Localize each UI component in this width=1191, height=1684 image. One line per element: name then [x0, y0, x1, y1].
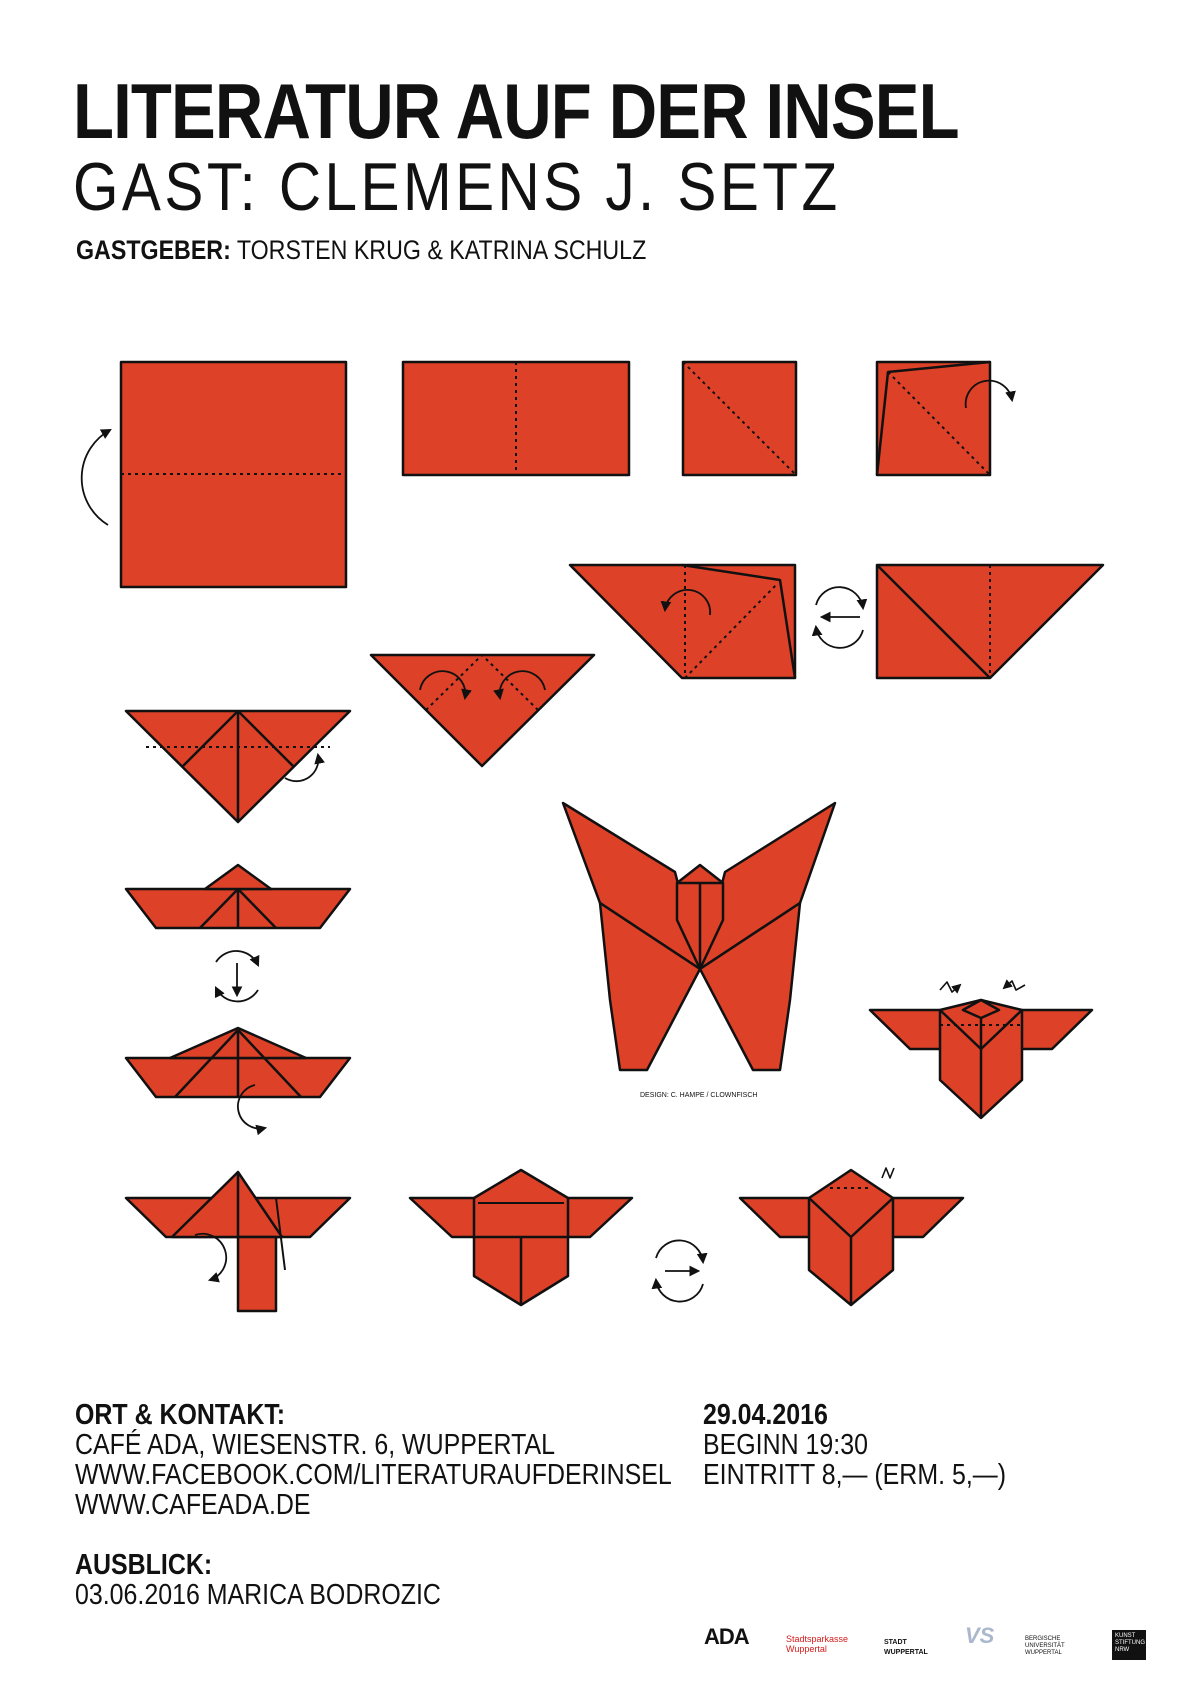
- event-start-time: BEGINN 19:30: [703, 1429, 868, 1461]
- hosts-line: [76, 237, 646, 264]
- step-4-square: [877, 362, 1012, 475]
- outlook-block: [75, 1550, 441, 1610]
- logo-bergische-uni: BERGISCHE UNIVERSITÄT WUPPERTAL: [1025, 1636, 1065, 1656]
- logo-kunststiftung: KUNST STIFTUNG NRW: [1112, 1630, 1146, 1660]
- event-block: [703, 1400, 1006, 1490]
- hosts-label: GASTGEBER:: [76, 235, 231, 265]
- step-7-triangle: [371, 655, 594, 766]
- contact-website-link[interactable]: WWW.CAFEADA.DE: [75, 1489, 311, 1521]
- step-12-shape: [410, 1170, 632, 1305]
- step-10-shape: [126, 1028, 350, 1129]
- rotate-symbol-2: [216, 951, 258, 1001]
- event-entry-fee: EINTRITT 8,— (ERM. 5,—): [703, 1459, 1007, 1491]
- logo-vs: VS: [965, 1623, 995, 1648]
- step-6-shape: [877, 565, 1103, 678]
- hosts-names: TORSTEN KRUG & KATRINA SCHULZ: [230, 235, 647, 265]
- logo-ada: ADA: [704, 1624, 749, 1649]
- step-8-triangle: [126, 711, 350, 822]
- event-date: 29.04.2016: [703, 1399, 828, 1431]
- guest-subtitle: GAST: CLEMENS J. SETZ: [73, 149, 841, 225]
- outlook-heading: AUSBLICK:: [75, 1549, 213, 1581]
- rotate-symbol-3: [656, 1240, 703, 1301]
- step-9-shape: [126, 865, 350, 928]
- contact-address: CAFÉ ADA, WIESENSTR. 6, WUPPERTAL: [75, 1429, 555, 1461]
- rotate-symbol-1: [816, 587, 863, 648]
- logo-stadt-wuppertal: STADT WUPPERTAL: [884, 1639, 928, 1656]
- step-2-rectangle: [403, 362, 629, 475]
- step-11-shape: [126, 1172, 350, 1311]
- contact-heading: ORT & KONTAKT:: [75, 1399, 286, 1431]
- logo-sparkasse: Stadtsparkasse Wuppertal: [786, 1634, 849, 1654]
- origami-butterfly-diagram: [0, 340, 1191, 1330]
- sponsor-logos: [0, 1623, 1191, 1666]
- step-14-shape: [870, 981, 1092, 1118]
- outlook-event: 03.06.2016 MARICA BODROZIC: [75, 1579, 441, 1611]
- step-3-square: [683, 362, 796, 475]
- design-credit: DESIGN: C. HAMPE / CLOWNFISCH: [640, 1092, 758, 1099]
- contact-facebook-link[interactable]: WWW.FACEBOOK.COM/LITERATURAUFDERINSEL: [75, 1459, 672, 1491]
- final-butterfly: [563, 803, 835, 1070]
- step-5-trapezoid: [570, 565, 795, 678]
- contact-block: [75, 1400, 672, 1520]
- step-1-square: [82, 362, 346, 587]
- poster-title: LITERATUR AUF DER INSEL: [73, 67, 959, 155]
- step-13-shape: [740, 1168, 963, 1305]
